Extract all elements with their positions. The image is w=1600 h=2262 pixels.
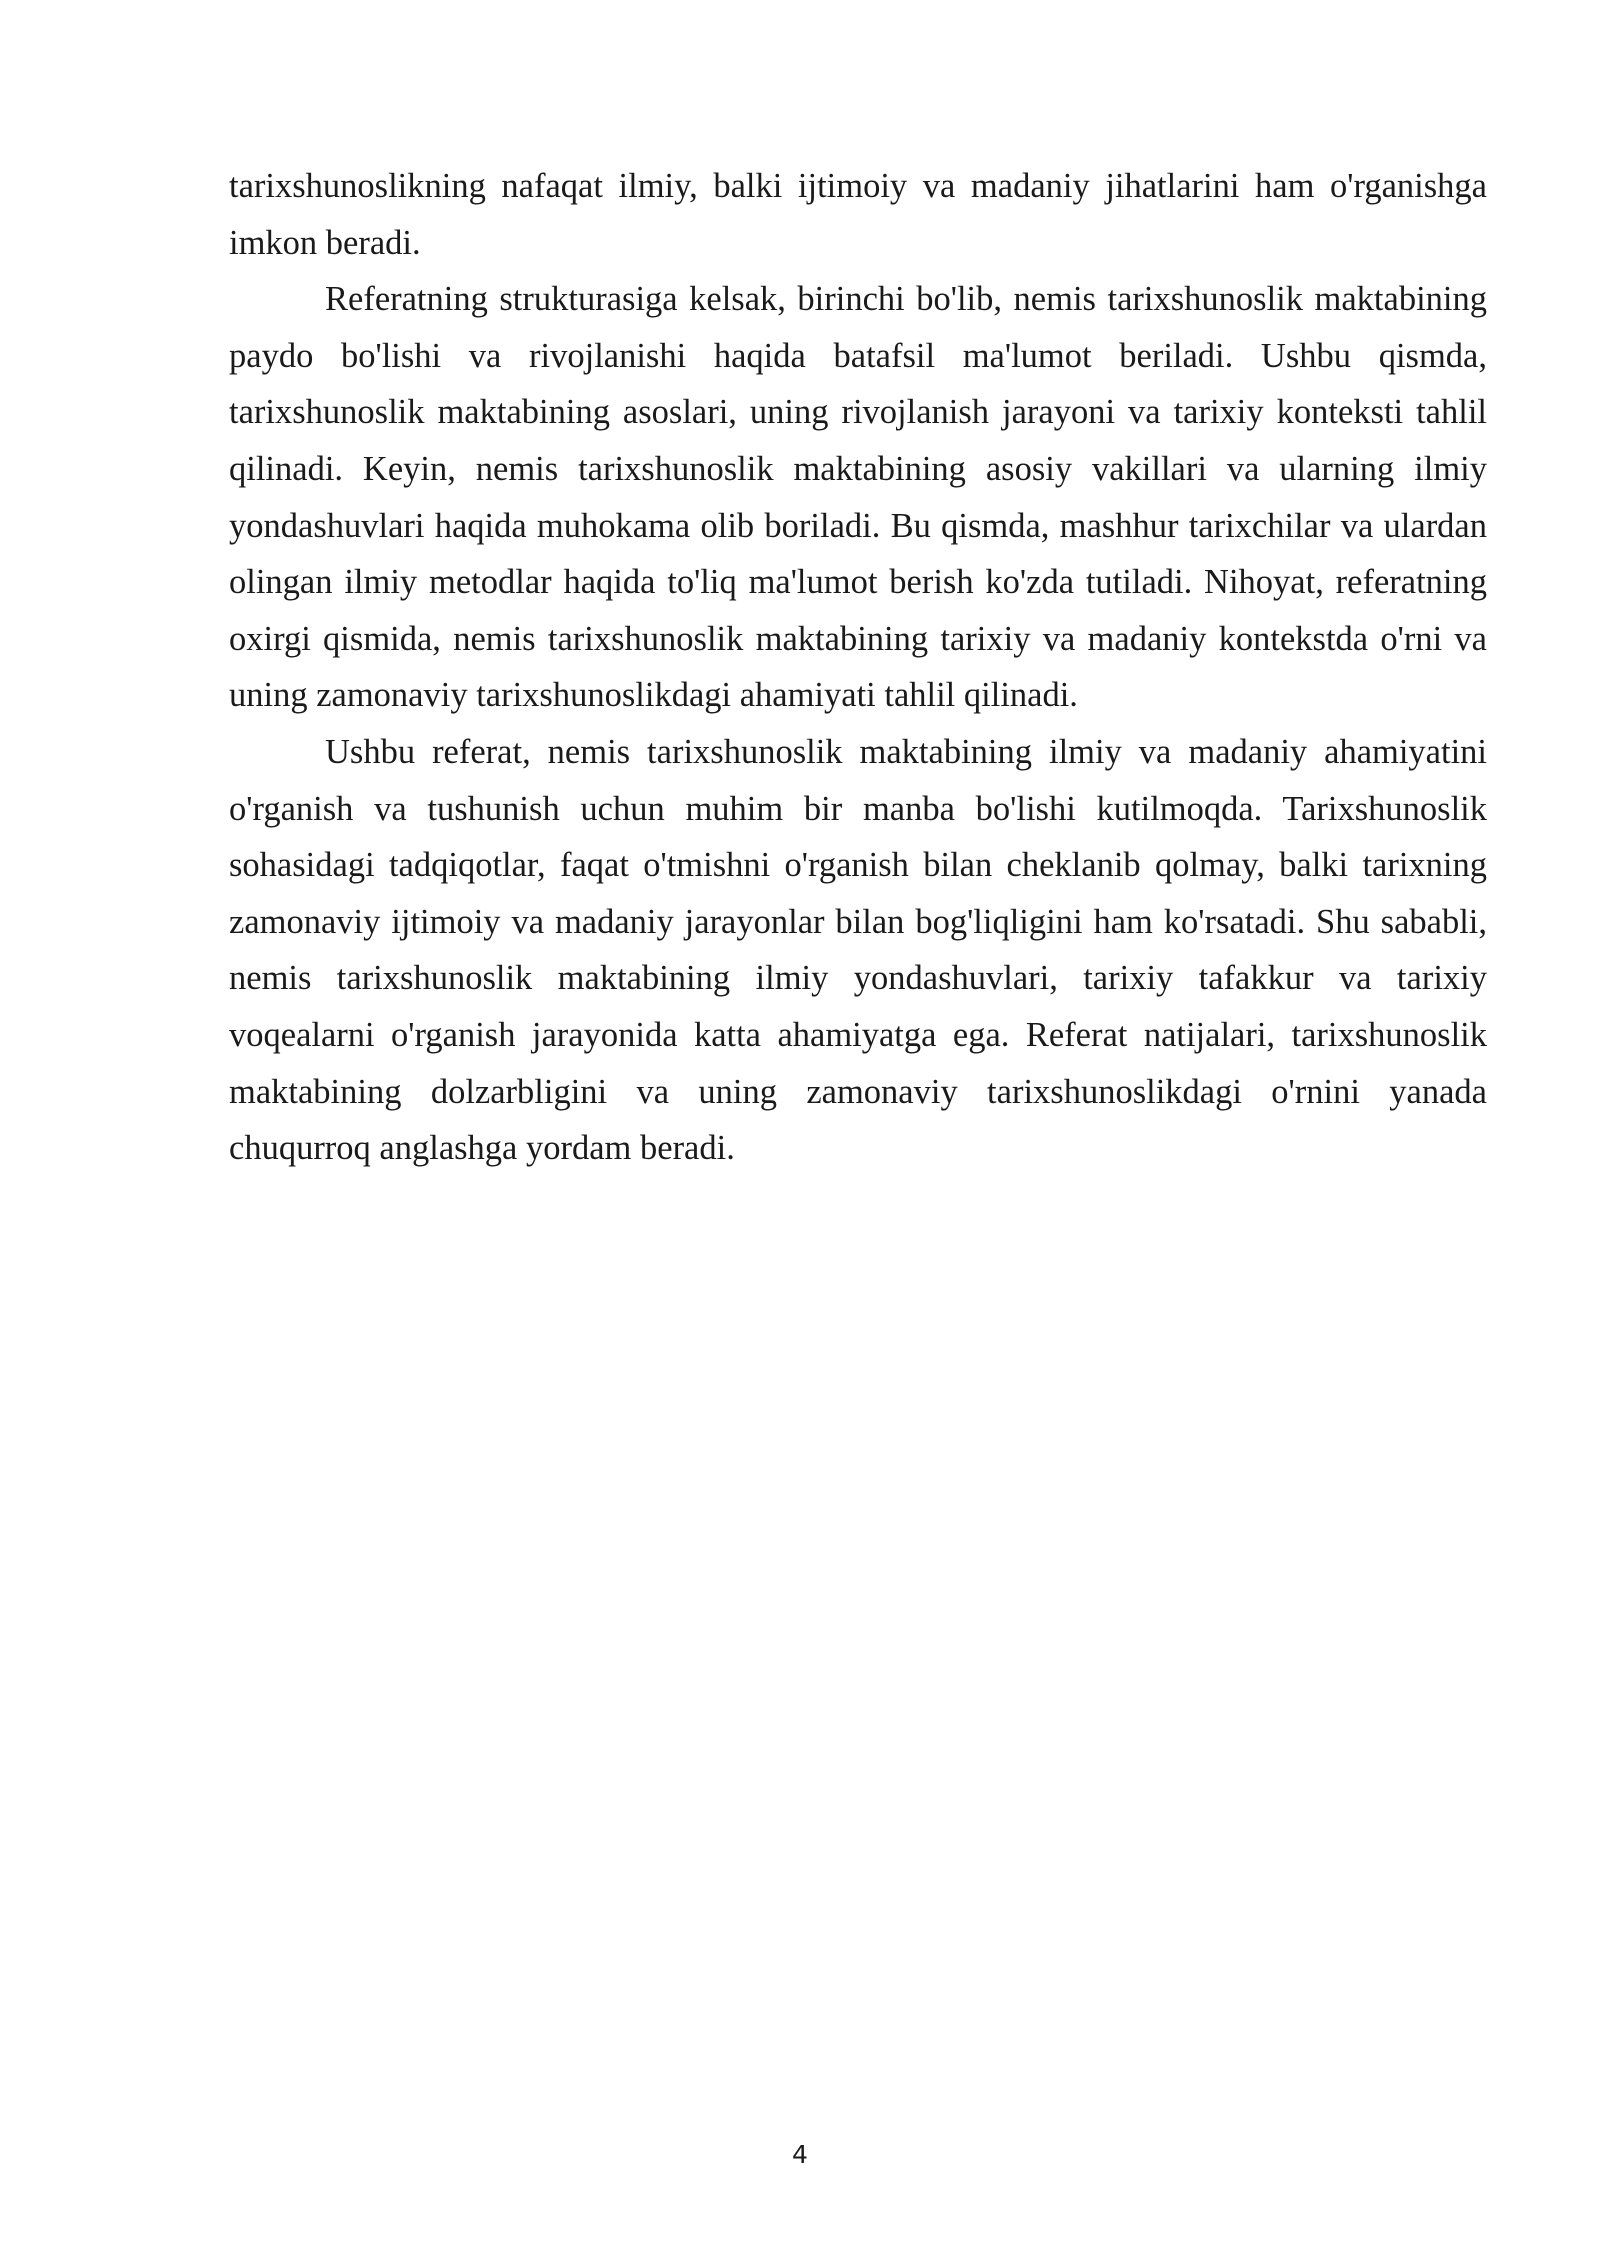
paragraph-structure: Referatning strukturasiga kelsak, birinchi bo'lib, nemis tarixshunoslik maktabining paydo bo'lishi va rivojlanishi haqida batafsil ma'lumot beriladi. Ushbu qismda, tarixshunoslik maktabining asoslari, uning rivojlanish jarayoni va tarixiy konteksti tahlil qilinadi. Keyin, nemis tarixshunoslik maktabining asosiy vakillari va ularning ilmiy yondashuvlari haqida muhokama olib boriladi. Bu qismda, mashhur tarixchilar va ulardan olingan ilmiy metodlar haqida to'liq ma'lumot berish ko'zda tutiladi. Nihoyat, referatning oxirgi qismida, nemis tarixshunoslik maktabining tarixiy va madaniy kontekstda o'rni va uning zamonaviy tarixshunoslikdagi ahamiyati tahlil qilinadi. bbox=[229, 280, 1487, 715]
paragraph-significance: Ushbu referat, nemis tarixshunoslik maktabining ilmiy va madaniy ahamiyatini o'rganish va tushunish uchun muhim bir manba bo'lishi kutilmoqda. Tarixshunoslik sohasidagi tadqiqotlar, faqat o'tmishni o'rganish bilan cheklanib qolmay, balki tarixning zamonaviy ijtimoiy va madaniy jarayonlar bilan bog'liqligini ham ko'rsatadi. Shu sababli, nemis tarixshunoslik maktabining ilmiy yondashuvlari, tarixiy tafakkur va tarixiy voqealarni o'rganish jarayonida katta ahamiyatga ega. Referat natijalari, tarixshunoslik maktabining dolzarbligini va uning zamonaviy tarixshunoslikdagi o'rnini yanada chuqurroq anglashga yordam beradi. bbox=[229, 732, 1487, 1168]
body-text bbox=[229, 158, 1487, 1177]
paragraph-continuation: tarixshunoslikning nafaqat ilmiy, balki ijtimoiy va madaniy jihatlarini ham o'rganishga imkon beradi. bbox=[229, 167, 1487, 262]
page-number: 4 bbox=[792, 2140, 808, 2169]
